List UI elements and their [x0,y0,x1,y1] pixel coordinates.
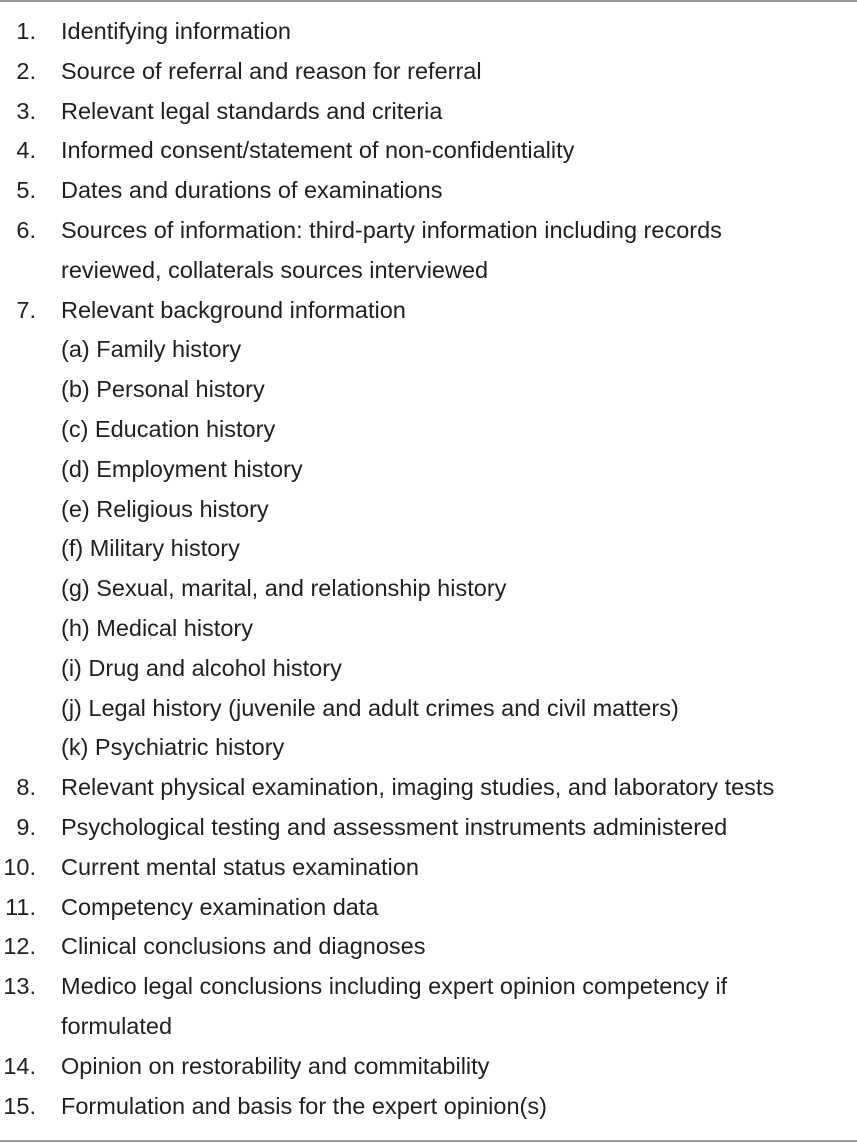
list-item [0,888,857,928]
list-item [0,1047,857,1087]
item-text-line-2: reviewed, collaterals sources interviewed [61,256,489,283]
list-item [0,848,857,888]
item-number: 2. [16,57,36,84]
list-item [0,12,857,52]
item-text: Identifying information [61,18,291,44]
item-text: Relevant physical examination, imaging studies, and laboratory tests [61,774,775,801]
item-number: 7. [16,296,36,323]
list-item [0,211,857,291]
item-number: 5. [16,177,36,204]
sub-item-text: (h) Medical history [61,614,253,641]
item-number: 10. [3,853,36,880]
item-number: 14. [3,1052,36,1079]
sub-list-item [0,490,857,530]
list-item [0,131,857,171]
sub-list-item [0,330,857,370]
list-item [0,967,857,1047]
list-item [0,927,857,967]
sub-item-text: (c) Education history [61,415,276,442]
item-text: Current mental status examination [61,853,419,880]
table-bottom-rule [0,1140,857,1142]
item-text-line-2: formulated [61,1012,173,1039]
list-item [0,768,857,808]
item-text: Relevant legal standards and criteria [61,97,443,124]
sub-item-text: (b) Personal history [61,376,265,403]
item-text: Opinion on restorability and commitability [61,1052,490,1079]
item-text [61,967,851,1047]
item-number: 4. [16,137,36,164]
sub-item-text: (a) Family history [61,336,242,363]
item-text [61,211,851,291]
sub-list-item [0,649,857,689]
sub-item-text: (d) Employment history [61,455,303,482]
sub-list-item [0,609,857,649]
list-item [0,171,857,211]
item-number: 6. [16,216,36,243]
item-number: 13. [3,973,36,1000]
sub-item-text: (f) Military history [61,535,240,562]
sub-list-item [0,370,857,410]
sub-list-item [0,410,857,450]
item-number: 12. [3,933,36,960]
sub-item-text: (k) Psychiatric history [61,734,285,761]
item-text-line-1: Medico legal conclusions including expert opinion competency if [61,973,728,1000]
list-item [0,1087,857,1127]
item-number: 15. [3,1092,36,1119]
sub-item-text: (i) Drug and alcohol history [61,654,342,681]
sub-item-text: (g) Sexual, marital, and relationship history [61,575,507,602]
item-text: Formulation and basis for the expert opinion(s) [61,1092,547,1119]
item-text: Clinical conclusions and diagnoses [61,933,426,960]
item-text: Dates and durations of examinations [61,177,443,204]
item-text: Competency examination data [61,893,379,920]
list-item [0,808,857,848]
sub-list-item [0,569,857,609]
item-number: 3. [16,97,36,124]
table-top-rule [0,0,857,2]
item-number: 9. [16,813,36,840]
sub-item-text: (j) Legal history (juvenile and adult crimes and civil matters) [61,694,679,721]
item-text: Relevant background information [61,296,406,323]
item-text-line-1: Sources of information: third-party information including records [61,216,722,243]
list-item [0,291,857,331]
item-number: 1. [16,18,36,44]
item-number: 11. [5,893,36,920]
sub-item-text: (e) Religious history [61,495,269,522]
sub-list-item [0,728,857,768]
sub-list-item [0,450,857,490]
item-text: Informed consent/statement of non-confidentiality [61,137,575,164]
item-number: 8. [16,774,36,801]
report-outline-list [0,12,857,1126]
list-item [0,92,857,132]
item-text: Source of referral and reason for referral [61,57,482,84]
sub-list-item [0,529,857,569]
sub-list-item [0,689,857,729]
item-text: Psychological testing and assessment instruments administered [61,813,728,840]
list-item [0,52,857,92]
